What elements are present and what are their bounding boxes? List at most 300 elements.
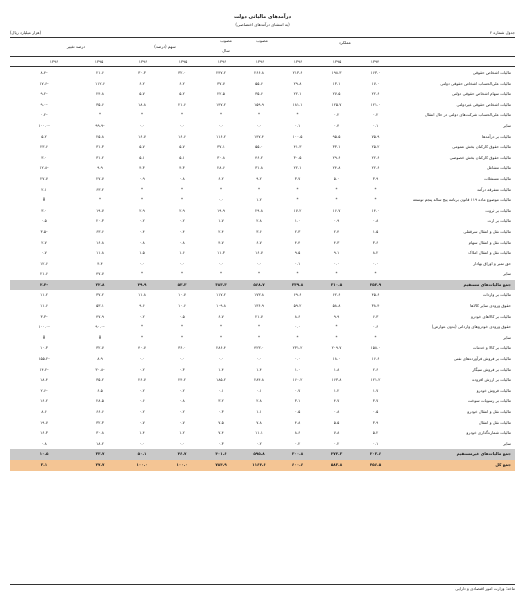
table-cell: ۱۵۸.۰ xyxy=(370,345,381,351)
table-row xyxy=(10,396,515,407)
table-cell: ۱.۵ xyxy=(372,228,379,234)
grand-total-row xyxy=(10,460,515,471)
table-cell: ۰.۸ xyxy=(333,409,340,414)
table-cell: ۱۱.۳ xyxy=(217,250,225,256)
table-cell: ۱.۷ xyxy=(218,218,224,224)
table-row xyxy=(10,386,515,397)
table-cell: ۱۶۳.۸ xyxy=(331,377,342,383)
row-label: مالیات نقل و انتقال سرقفلی xyxy=(463,228,511,234)
page-subtitle: (به استثنای درآمدهای اختصاصی) xyxy=(235,22,290,27)
table-cell: ۱۰۹.۸ xyxy=(216,303,226,309)
table-cell: * xyxy=(296,271,299,277)
row-label: مالیات بر ارث xyxy=(487,218,511,224)
table-cell: ۲۷۲.۳ xyxy=(317,449,356,460)
table-cell: ۰.۲ xyxy=(139,366,145,372)
table-cell: ۴۶.۲ xyxy=(255,154,263,160)
table-cell: ۰.۰ xyxy=(218,356,224,362)
row-label: جمع مالیات‌های غیرمستقیم xyxy=(395,449,515,460)
table-cell: ۰.۶ xyxy=(139,398,145,404)
table-cell: * xyxy=(258,112,260,118)
subtotal-row xyxy=(10,449,515,460)
divider xyxy=(10,56,515,57)
row-label: سایر xyxy=(503,122,511,128)
table-cell: ۴۵۶.۵ xyxy=(356,460,395,471)
table-cell: ۲.۱ xyxy=(41,186,47,192)
table-cell: ۲۱.۷ xyxy=(255,313,263,319)
row-label: مالیات نقل و انتقال سهام xyxy=(468,239,511,245)
table-row xyxy=(10,206,515,217)
row-label: سایر xyxy=(503,334,511,340)
table-cell: ۵.۷ xyxy=(179,144,185,150)
table-cell: ۰.۴ xyxy=(179,228,185,234)
table-cell: ۶.۵ xyxy=(97,387,103,393)
table-cell: ۱۸.۲ xyxy=(96,440,104,446)
table-cell: ۳۱.۸ xyxy=(255,165,263,171)
table-cell: ۱۱.۲ xyxy=(40,292,48,298)
table-cell: ۵.۷ xyxy=(139,144,145,150)
table-cell: ۱۱۶.۲ xyxy=(216,133,226,139)
table-cell: ۶۹.۶ xyxy=(293,292,302,298)
table-cell: ۲۲.۶ xyxy=(371,91,380,97)
table-cell: ۶.۲ xyxy=(139,80,145,86)
table-cell: ۲۷.۷ xyxy=(96,175,104,181)
table-cell: ۹.۲ xyxy=(256,175,262,181)
table-cell: ۴.۴ xyxy=(97,260,103,266)
table-cell: ۱۶.۷ xyxy=(332,207,341,213)
table-cell: * xyxy=(181,197,183,203)
table-cell: ۴۹.۹ xyxy=(122,280,162,291)
table-cell: * xyxy=(335,186,338,192)
table-cell: ۰.۹ xyxy=(333,218,340,224)
table-cell: ۲۸۶.۴ xyxy=(216,345,226,351)
table-cell: * xyxy=(258,334,260,340)
table-cell: * xyxy=(258,324,260,330)
table-cell: ۲.۹ xyxy=(139,207,145,213)
row-label: حقوق ورودی خودروهای وارداتی (بدون عوارض) xyxy=(431,324,511,330)
table-cell: ۵.۱ xyxy=(179,154,185,160)
table-cell: ۴۷.۷ xyxy=(96,271,104,277)
table-cell: ۳.۰ xyxy=(41,154,47,160)
table-cell: ۰.۲ xyxy=(372,112,379,118)
table-row xyxy=(10,195,515,206)
table-cell: * xyxy=(99,197,101,203)
subtotal-row xyxy=(10,280,515,291)
table-cell: ۰.۷ xyxy=(139,419,145,425)
table-cell: * xyxy=(296,186,299,192)
table-cell: ۳۳.۱ xyxy=(332,144,341,150)
table-cell: ۰.۰ xyxy=(218,197,224,203)
table-cell: * xyxy=(374,271,377,277)
table-cell: ۵۵.۶ xyxy=(255,80,263,86)
table-cell: * xyxy=(220,271,222,277)
table-cell: ۲۰.۳ xyxy=(96,218,104,224)
col-group-actual: عملکرد xyxy=(338,40,352,45)
divider xyxy=(10,66,515,67)
unit-label: (هزار میلیارد ریال) xyxy=(10,30,42,35)
col-year: ۱۳۹۵ xyxy=(332,59,342,64)
table-cell: ۲۳۱.۲ xyxy=(292,345,303,351)
table-cell: ۰.۰ xyxy=(179,356,185,362)
table-cell: ۲۲.۵ xyxy=(217,91,225,97)
table-cell: ۳۰.۳ xyxy=(138,70,146,75)
table-cell: ۷.۴ xyxy=(218,430,224,436)
table-cell: ۰.۷ xyxy=(179,419,185,425)
table-cell: ۳.۰ xyxy=(41,207,47,213)
table-cell: ۲۹.۸ xyxy=(255,207,263,213)
table-cell: ۴.۷ xyxy=(218,239,224,245)
table-cell: ۳.۷ xyxy=(294,175,301,181)
table-cell: ۲۱.۶ xyxy=(96,70,104,75)
table-cell: -۳.۵ xyxy=(40,228,48,234)
row-label: حق تمبر و اوراق بهادار xyxy=(473,260,511,266)
table-cell: ۵.۲ xyxy=(41,133,47,139)
table-cell: ۸.۲ xyxy=(372,250,379,256)
table-cell: ۰.۲ xyxy=(139,218,145,224)
table-cell: ۱۰.۶ xyxy=(178,303,186,309)
table-cell: ۰.۰ xyxy=(218,122,224,128)
table-cell: -۳۰.۸ xyxy=(95,366,105,372)
table-cell: ۲۹.۸ xyxy=(293,80,302,86)
table-cell: ۴.۳ xyxy=(333,239,340,245)
table-cell: ۲۱۳.۶ xyxy=(292,70,303,75)
col-group-share: سهم (درصد) xyxy=(154,44,176,49)
table-cell: ۳۸.۴ xyxy=(371,303,380,309)
table-cell: * xyxy=(335,197,338,203)
table-row xyxy=(10,365,515,376)
table-cell: ۴۲۳.۰ xyxy=(254,345,264,351)
table-cell: θ xyxy=(42,334,46,340)
row-label: مالیات بر رسوبات سوخت xyxy=(467,398,511,404)
table-cell: * xyxy=(141,334,143,340)
table-cell: ۱۷.۲ xyxy=(293,207,302,213)
table-cell: ۰.۲ xyxy=(139,313,145,319)
table-row xyxy=(10,428,515,439)
table-cell: ۹.۱ xyxy=(333,250,340,256)
table-cell: ۱.۶ xyxy=(179,250,185,256)
col-year: ۱۳۹۵ xyxy=(94,59,104,64)
table-row xyxy=(10,248,515,259)
table-cell: ۰.۷ xyxy=(294,387,301,393)
table-cell: ۲۱.۶ xyxy=(40,271,48,277)
table-cell: ۱.۲ xyxy=(256,197,262,203)
table-cell: ۰.۸ xyxy=(139,239,145,245)
table-cell: -۹.۰ xyxy=(40,101,48,107)
table-cell: ۳۱.۲ xyxy=(96,154,104,160)
table-cell: ۲۷.۷ xyxy=(40,175,48,181)
table-cell: ۳۰.۵ xyxy=(293,154,302,160)
table-cell: * xyxy=(141,112,143,118)
table-cell: * xyxy=(220,186,222,192)
table-cell: * xyxy=(258,186,260,192)
table-cell: ۲.۸ xyxy=(256,398,262,404)
table-cell: ۰.۵ xyxy=(294,409,301,414)
tax-revenue-table xyxy=(10,68,515,471)
table-row xyxy=(10,68,515,79)
table-cell: ۴.۳ xyxy=(139,165,145,171)
table-cell: ۰.۲ xyxy=(256,440,262,446)
table-cell: ۱۶.۳ xyxy=(40,430,48,436)
table-cell: ۱۶۰.۲ xyxy=(292,377,303,383)
table-cell: ۳۷.۷ xyxy=(217,80,225,86)
table-cell: * xyxy=(141,197,143,203)
row-label: جمع کل xyxy=(395,460,515,471)
table-cell: -۱۴.۲ xyxy=(39,366,49,372)
table-cell: ۱۲۱.۰ xyxy=(370,101,381,107)
table-cell: ۰.۸ xyxy=(179,239,185,245)
table-cell: ۲۳.۶ xyxy=(40,144,48,150)
table-cell: ۰.۵ xyxy=(41,218,47,224)
table-cell: ۰.۰ xyxy=(179,122,185,128)
table-cell: ۴.۷ xyxy=(333,398,340,404)
table-cell: ۳۷.۱ xyxy=(217,144,225,150)
table-cell: * xyxy=(220,334,222,340)
table-cell: * xyxy=(141,271,143,277)
table-cell: ۶.۲ xyxy=(179,80,185,86)
table-cell: * xyxy=(181,324,183,330)
col-group-approved-1: مصوب xyxy=(220,38,232,43)
table-cell: ۱۵۹.۹ xyxy=(254,101,264,107)
table-cell: ۳۳.۷ xyxy=(78,449,122,460)
table-cell: -۱۲.۸ xyxy=(39,165,49,171)
table-cell: ۵۵.۰ xyxy=(255,144,263,150)
table-cell: ۴.۸ xyxy=(294,419,301,425)
table-cell: ۲.۳ xyxy=(294,228,301,234)
table-cell: ۱۶۳.۰ xyxy=(370,70,381,75)
table-cell: ۲۲.۸ xyxy=(78,280,122,291)
table-cell: ۱.۴ xyxy=(218,366,224,372)
table-row xyxy=(10,142,515,153)
table-cell: ۱.۰ xyxy=(294,218,301,224)
table-cell: ۳۲.۰ xyxy=(178,70,186,75)
table-cell: -۹۹.۹ xyxy=(95,122,105,128)
col-group-change: درصد تغییر xyxy=(66,44,86,49)
table-cell: * xyxy=(258,271,260,277)
table-cell: * xyxy=(335,324,338,330)
table-cell: ۰.۲ xyxy=(294,440,301,446)
table-cell: ۳۵.۶ xyxy=(255,91,263,97)
table-cell: ۰.۲ xyxy=(139,387,145,393)
table-cell: ۱۹.۷ xyxy=(40,419,48,425)
row-label: مالیات مشاغل xyxy=(486,165,511,171)
table-cell: ۱۴۷.۲ xyxy=(216,101,226,107)
table-cell: ۰.۸ xyxy=(41,440,47,446)
table-row xyxy=(10,333,515,344)
table-cell: ۶۳.۲ xyxy=(96,186,104,192)
table-cell: ۱۲۱.۲ xyxy=(370,377,381,383)
row-label: مالیات متفرقه درآمد xyxy=(476,186,511,192)
table-number: جدول شماره ۲ xyxy=(489,30,515,35)
table-cell: ۳۷.۲ xyxy=(96,292,104,298)
row-label: مالیات بر فروش فرآورده‌های نفتی xyxy=(453,356,511,362)
row-label: مالیات بر درآمدها xyxy=(481,133,511,139)
table-cell: ۷۵.۹ xyxy=(371,133,380,139)
table-cell: -۹۰.۰ xyxy=(95,324,105,330)
table-cell: ۲۵۲.۹ xyxy=(356,280,395,291)
table-cell: * xyxy=(220,112,222,118)
table-row xyxy=(10,185,515,196)
table-cell: ۱.۴ xyxy=(256,366,262,372)
table-cell: ۳۰.۸ xyxy=(96,430,104,436)
table-cell: ۱۱۶۴.۶ xyxy=(240,460,278,471)
table-cell: ۳۲.۳ xyxy=(96,419,104,425)
table-cell: ۱۱.۶ xyxy=(40,303,48,309)
table-cell: * xyxy=(374,197,377,203)
table-cell: ۳.۱ xyxy=(294,398,301,404)
table-cell: ۰.۱ xyxy=(294,260,301,266)
table-cell: -۱۷.۶ xyxy=(39,80,49,86)
table-cell: ۱۷.۰ xyxy=(371,80,380,86)
table-row xyxy=(10,259,515,270)
table-cell: ۱۸.۸ xyxy=(138,101,146,107)
row-label: مالیات نقل و انتقال خودرو xyxy=(467,409,511,414)
table-cell: ۲.۸ xyxy=(256,218,262,224)
table-row xyxy=(10,100,515,111)
table-cell: ۰.۲ xyxy=(139,409,145,414)
table-cell: ۰.۰ xyxy=(294,356,301,362)
col-year: ۱۳۹۶ xyxy=(255,59,265,64)
table-cell: ۷۸۴.۹ xyxy=(202,460,240,471)
table-cell: ۶۶.۶ xyxy=(96,409,104,414)
table-cell: ۰.۳ xyxy=(218,409,224,414)
table-cell: ۱۶.۶ xyxy=(178,133,186,139)
table-cell: ۱۰.۷ xyxy=(178,292,186,298)
row-label: مالیات سهام اشخاص حقوقی دولتی xyxy=(451,91,511,97)
table-cell: ۹.۹ xyxy=(333,313,340,319)
table-cell: ۳۳۹.۸ xyxy=(278,280,317,291)
table-cell: ۶۲.۶ xyxy=(332,292,341,298)
col-group-approved-2: مصوب xyxy=(256,38,268,43)
table-cell: ۳۰.۸ xyxy=(217,154,225,160)
table-cell: * xyxy=(296,334,299,340)
table-cell: ۲۸.۶ xyxy=(217,165,225,171)
table-cell: ۲۲.۶ xyxy=(371,165,380,171)
row-label: مالیات بر ارزش افزوده xyxy=(472,377,511,383)
table-cell: ۱۶.۶ xyxy=(371,356,380,362)
table-cell: ۲۸۴.۸ xyxy=(254,377,264,383)
table-cell: ۲۲.۶ xyxy=(371,154,380,160)
table-cell: ۱۳.۱ xyxy=(332,80,341,86)
table-cell: ۳.۲ xyxy=(218,398,224,404)
row-label: مالیات مستغلات xyxy=(483,175,511,181)
table-cell: ۰.۰ xyxy=(256,356,262,362)
table-cell: ۰.۰ xyxy=(179,260,185,266)
row-label: جمع مالیات‌های مستقیم xyxy=(395,280,515,291)
table-cell: ۹.۹ xyxy=(97,165,103,171)
table-cell: * xyxy=(220,324,222,330)
row-label: مالیات اشخاص حقوقی غیردولتی xyxy=(456,101,511,107)
table-cell: ۴.۳ xyxy=(179,165,185,171)
table-cell: ۰.۰ xyxy=(179,440,185,446)
table-cell: ۰.۲ xyxy=(333,440,340,446)
table-cell: ۰.۰ xyxy=(139,260,145,266)
table-cell: -۳.۳ xyxy=(40,313,48,319)
table-cell: * xyxy=(181,186,183,192)
col-year: ۱۳۹۶ xyxy=(293,59,303,64)
table-cell: ۰.۴ xyxy=(139,228,145,234)
table-cell: ۱۴.۰ xyxy=(371,207,380,213)
table-cell: ۰.۵ xyxy=(372,409,379,414)
col-year: ۱۳۹۶ xyxy=(49,59,59,64)
table-cell: ۵۳.۱ xyxy=(96,303,104,309)
table-cell: ۰.۰ xyxy=(139,122,145,128)
table-cell: ۰.۰ xyxy=(139,440,145,446)
table-row xyxy=(10,121,515,132)
table-cell: ۲.۹ xyxy=(179,207,185,213)
page-title: درآمدهای مالیاتی دولت xyxy=(233,14,292,20)
table-cell: ۷.۸ xyxy=(333,430,340,436)
table-cell: ۲.۶ xyxy=(372,366,379,372)
table-cell: -۸.۴ xyxy=(40,70,48,75)
table-cell: ۱۰۰.۵ xyxy=(292,133,303,139)
table-cell: ۳۶.۰ xyxy=(178,345,186,351)
row-label: مالیات فروش خودرو xyxy=(476,387,511,393)
row-label: سایر xyxy=(503,271,511,277)
table-cell: * xyxy=(335,271,338,277)
table-cell: * xyxy=(141,186,143,192)
row-label: مالیات اشخاص حقوقی xyxy=(472,70,511,75)
table-cell: ۱۱۲.۶ xyxy=(95,80,105,86)
table-cell: ۱.۸ xyxy=(333,366,340,372)
table-cell: ۰.۱ xyxy=(256,387,262,393)
row-label: مالیات شماره‌گذاری خودرو xyxy=(466,430,511,436)
table-cell: ۰.۸ xyxy=(372,218,379,224)
table-cell: ۵۹.۲ xyxy=(293,303,302,309)
table-cell: ۳۱۰.۵ xyxy=(317,280,356,291)
table-row xyxy=(10,238,515,249)
row-label: مالیات بر کالاهای خودرو xyxy=(471,313,511,319)
table-cell: ۷.۸ xyxy=(256,419,262,425)
table-row xyxy=(10,439,515,450)
table-cell: ۱.۲ xyxy=(179,430,185,436)
table-cell: ۱.۴ xyxy=(139,430,145,436)
table-cell: ۲۸.۵ xyxy=(96,398,104,404)
table-cell: ۲۹.۶ xyxy=(332,154,341,160)
table-cell: ۱.۲ xyxy=(333,387,340,393)
table-cell: ۱۸.۰ xyxy=(332,356,341,362)
table-cell: ۱۰.۵ xyxy=(10,449,78,460)
table-cell: ۱۹۸.۳ xyxy=(331,70,342,75)
table-cell: ۰.۲ xyxy=(179,387,185,393)
col-year: ۱۳۹۶ xyxy=(217,59,227,64)
table-cell: ۱۶.۲ xyxy=(40,398,48,404)
table-cell: ۰.۲ xyxy=(179,409,185,414)
table-cell: ۱۱.۸ xyxy=(138,292,146,298)
table-cell: ۳۸۳.۳ xyxy=(202,280,240,291)
table-cell: ۲.۷ xyxy=(41,239,47,245)
table-row xyxy=(10,343,515,354)
table-cell: ۰.۲ xyxy=(333,112,340,118)
table-cell: * xyxy=(296,197,299,203)
table-cell: ۶.۷ xyxy=(256,239,262,245)
table-cell: ۲۱.۶ xyxy=(178,101,186,107)
table-cell: * xyxy=(181,112,183,118)
table-cell: ۶.۳ xyxy=(372,313,379,319)
table-cell: ۳۰۰.۸ xyxy=(278,449,317,460)
table-cell: ۳.۱ xyxy=(10,460,78,471)
table-cell: ۴۷.۹ xyxy=(96,313,104,319)
table-cell: ۱۸۵.۲ xyxy=(216,377,226,383)
table-cell: ۲۶۶.۸ xyxy=(254,70,264,75)
table-cell: ۶.۷ xyxy=(218,313,224,319)
table-cell: ۳۲.۷ xyxy=(96,345,104,351)
table-cell: * xyxy=(374,334,377,340)
table-cell: * xyxy=(141,324,143,330)
table-cell: ۲۲.۱ xyxy=(293,165,302,171)
table-cell: ۵۹۵.۸ xyxy=(240,449,278,460)
table-cell: -۰.۲ xyxy=(40,112,48,118)
table-cell: ۰.۷ xyxy=(41,250,47,256)
table-cell: ۳۱.۳ xyxy=(96,144,104,150)
